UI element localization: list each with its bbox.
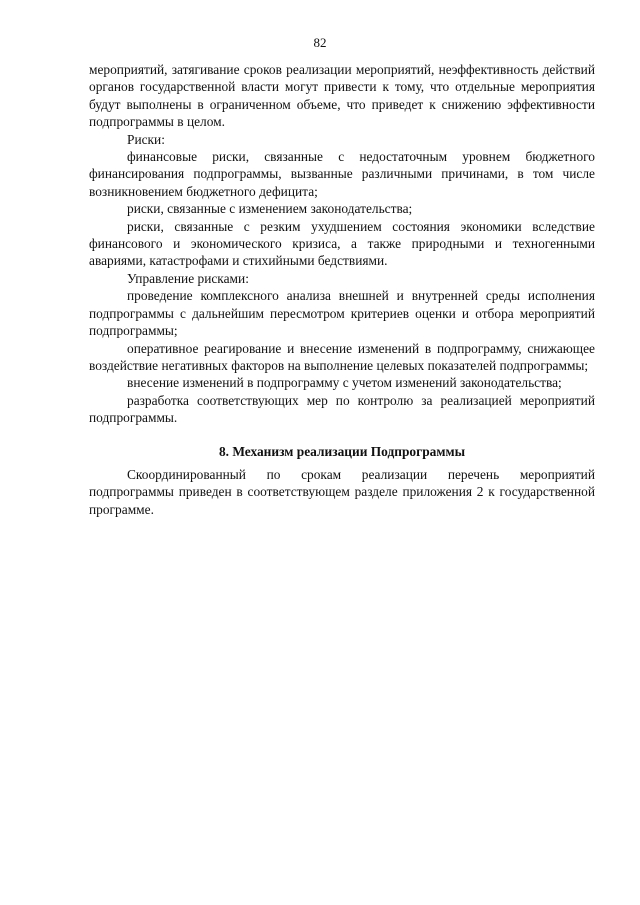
- paragraph-legislation-risks: риски, связанные с изменением законодательства;: [127, 201, 413, 217]
- page-number: 82: [313, 35, 327, 50]
- paragraph-operative-response: оперативное реагирование и внесение изменений в подпрограмму, снижающее воздействие негативных факторов на выполнение целевых показателей подпрограммы;: [89, 340, 595, 373]
- paragraph-legislation-changes: внесение изменений в подпрограмму с учетом изменений законодательства;: [127, 375, 562, 391]
- paragraph-risk-management-heading: Управление рисками:: [127, 270, 249, 286]
- paragraph-mechanism: Скоординированный по срокам реализации перечень мероприятий подпрограммы приведен в соответствующем разделе приложения 2 к государственной программе.: [89, 466, 595, 517]
- paragraph-analysis: проведение комплексного анализа внешней и внутренней среды исполнения подпрограммы с дальнейшим пересмотром критериев оценки и отбора мероприятий подпрограммы;: [89, 288, 595, 339]
- paragraph-risks-heading: Риски:: [127, 131, 165, 147]
- section-heading: 8. Механизм реализации Подпрограммы: [218, 443, 466, 459]
- document-body: [89, 61, 595, 518]
- paragraph-economic-risks: риски, связанные с резким ухудшением состояния экономики вследствие финансового и экономического кризиса, а также природными и техногенными авариями, катастрофами и стихийными бедствиями.: [89, 218, 595, 269]
- paragraph-financial-risks: финансовые риски, связанные с недостаточным уровнем бюджетного финансирования подпрограммы, вызванные различными причинами, в том числе возникновением бюджетного дефицита;: [89, 149, 595, 199]
- paragraph-continuation: мероприятий, затягивание сроков реализации мероприятий, неэффективность действий органов государственной власти могут привести к тому, что отдельные мероприятия будут выполнены в ограниченном объеме, что приведет к снижению эффективности подпрограммы в целом.: [89, 62, 595, 130]
- paragraph-control-measures: разработка соответствующих мер по контролю за реализацией мероприятий подпрограммы.: [89, 392, 595, 426]
